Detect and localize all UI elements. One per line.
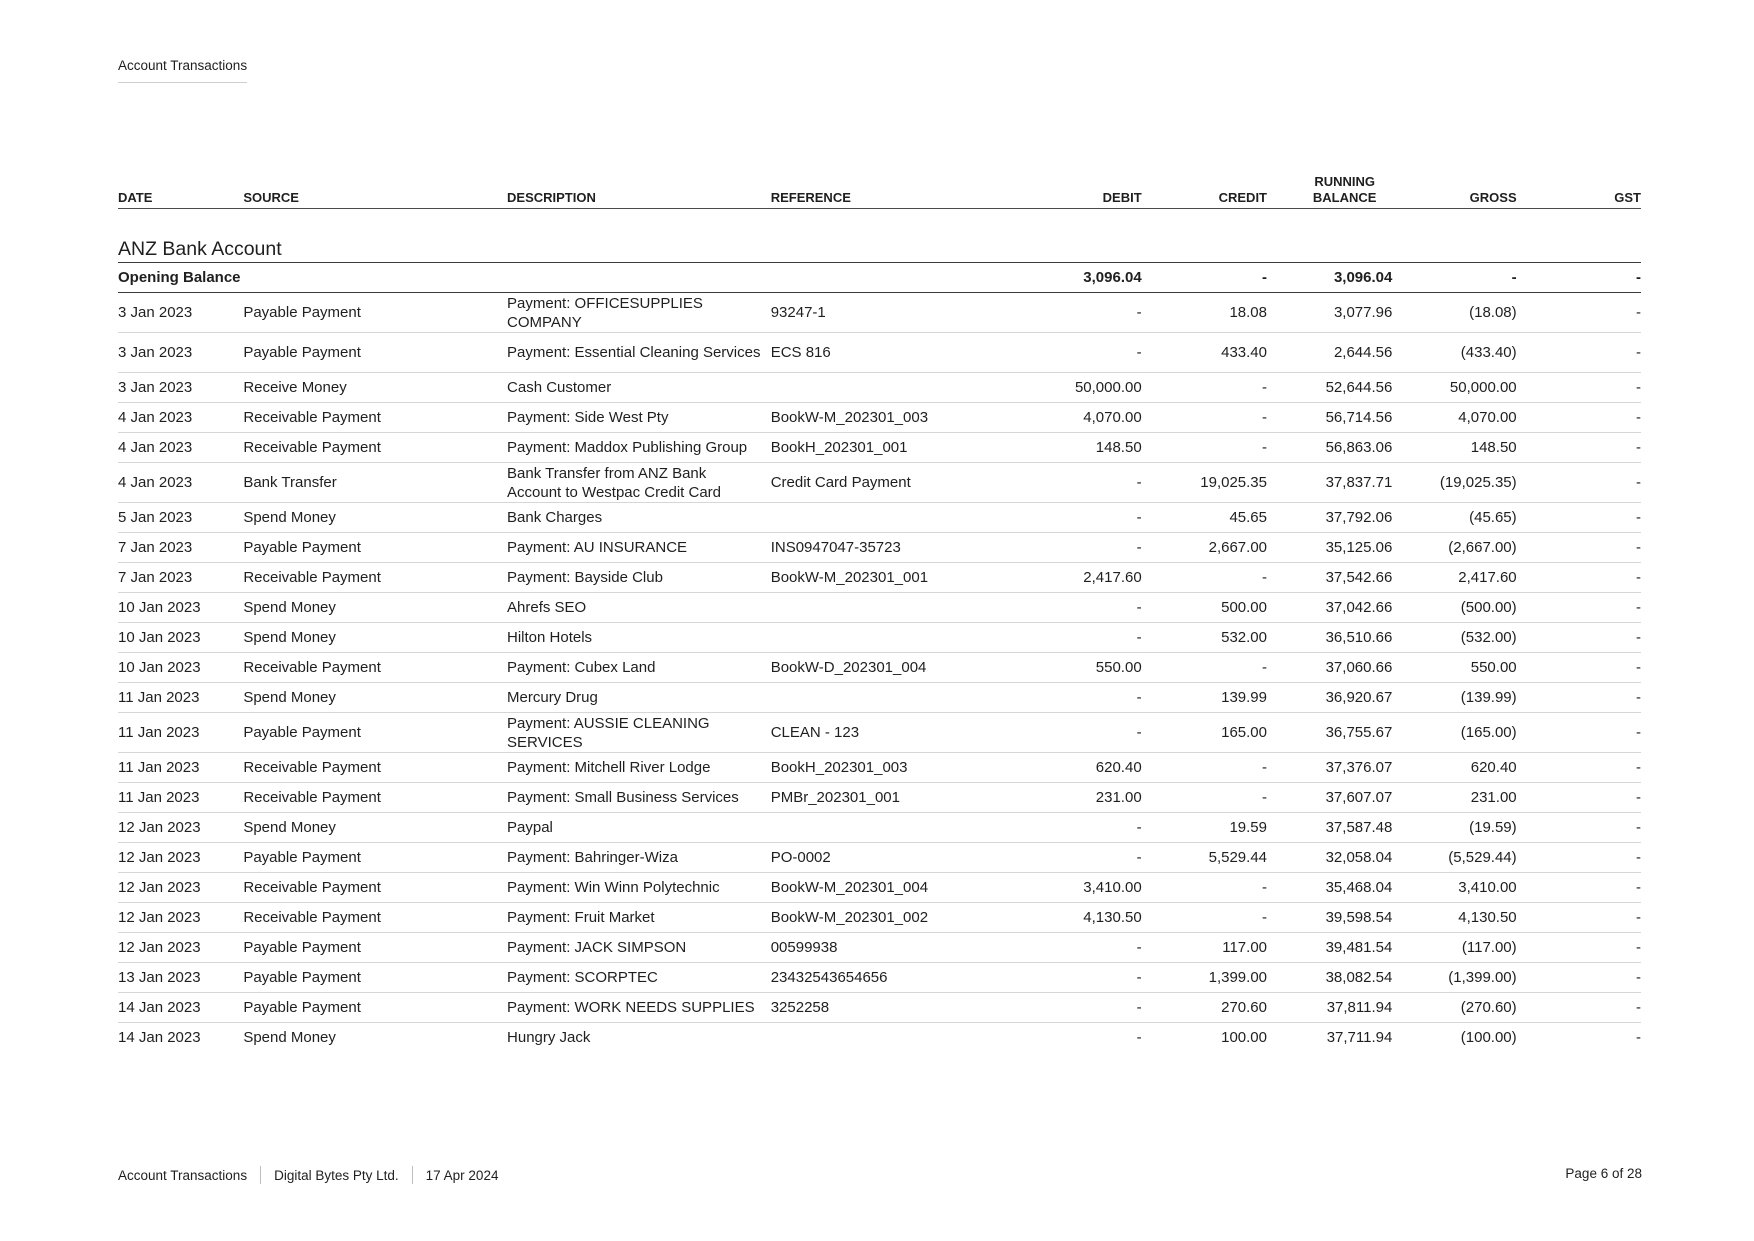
cell-running-balance: 37,587.48 xyxy=(1267,813,1392,843)
table-row xyxy=(118,653,1641,683)
cell-credit: 165.00 xyxy=(1142,713,1267,753)
account-name: ANZ Bank Account xyxy=(118,235,1641,263)
cell-running-balance: 37,060.66 xyxy=(1267,653,1392,683)
cell-description: Payment: WORK NEEDS SUPPLIES xyxy=(507,993,771,1023)
opening-debit: 3,096.04 xyxy=(1015,263,1141,293)
cell-date: 3 Jan 2023 xyxy=(118,293,243,333)
table-row xyxy=(118,843,1641,873)
cell-debit: - xyxy=(1015,713,1141,753)
cell-date: 12 Jan 2023 xyxy=(118,843,243,873)
cell-gst: - xyxy=(1517,933,1641,963)
cell-debit: - xyxy=(1015,593,1141,623)
cell-credit: - xyxy=(1142,753,1267,783)
cell-source: Spend Money xyxy=(243,683,507,713)
cell-date: 5 Jan 2023 xyxy=(118,503,243,533)
opening-gst: - xyxy=(1517,263,1641,293)
cell-debit: 50,000.00 xyxy=(1015,373,1141,403)
cell-running-balance: 37,042.66 xyxy=(1267,593,1392,623)
cell-description: Payment: JACK SIMPSON xyxy=(507,933,771,963)
cell-description: Payment: Bahringer-Wiza xyxy=(507,843,771,873)
cell-reference: PO-0002 xyxy=(771,843,1016,873)
cell-description: Bank Charges xyxy=(507,503,771,533)
cell-running-balance: 37,811.94 xyxy=(1267,993,1392,1023)
cell-date: 3 Jan 2023 xyxy=(118,373,243,403)
cell-debit: - xyxy=(1015,683,1141,713)
cell-credit: 5,529.44 xyxy=(1142,843,1267,873)
cell-source: Receivable Payment xyxy=(243,753,507,783)
cell-gst: - xyxy=(1517,843,1641,873)
cell-source: Payable Payment xyxy=(243,293,507,333)
cell-description: Payment: Essential Cleaning Services xyxy=(507,333,771,373)
cell-description: Paypal xyxy=(507,813,771,843)
cell-gross: 50,000.00 xyxy=(1392,373,1516,403)
cell-credit: 45.65 xyxy=(1142,503,1267,533)
cell-running-balance: 56,863.06 xyxy=(1267,433,1392,463)
running-balance-line1: RUNNING xyxy=(1314,174,1375,189)
column-header-source: SOURCE xyxy=(243,168,507,209)
cell-running-balance: 37,607.07 xyxy=(1267,783,1392,813)
cell-gross: 148.50 xyxy=(1392,433,1516,463)
cell-debit: 231.00 xyxy=(1015,783,1141,813)
cell-date: 3 Jan 2023 xyxy=(118,333,243,373)
cell-date: 13 Jan 2023 xyxy=(118,963,243,993)
cell-source: Payable Payment xyxy=(243,993,507,1023)
cell-date: 12 Jan 2023 xyxy=(118,813,243,843)
cell-reference xyxy=(771,503,1016,533)
table-row xyxy=(118,783,1641,813)
column-header-debit: DEBIT xyxy=(1015,168,1141,209)
cell-gst: - xyxy=(1517,563,1641,593)
cell-debit: - xyxy=(1015,813,1141,843)
cell-description: Payment: Cubex Land xyxy=(507,653,771,683)
report-title: Account Transactions xyxy=(118,58,247,83)
cell-description: Payment: Bayside Club xyxy=(507,563,771,593)
cell-gross: (19,025.35) xyxy=(1392,463,1516,503)
table-header-row xyxy=(118,168,1641,209)
cell-credit: 18.08 xyxy=(1142,293,1267,333)
table-row xyxy=(118,683,1641,713)
cell-running-balance: 32,058.04 xyxy=(1267,843,1392,873)
table-row xyxy=(118,373,1641,403)
table-row xyxy=(118,713,1641,753)
cell-source: Spend Money xyxy=(243,593,507,623)
cell-debit: - xyxy=(1015,333,1141,373)
column-header-reference: REFERENCE xyxy=(771,168,1016,209)
table-row xyxy=(118,293,1641,333)
cell-credit: 139.99 xyxy=(1142,683,1267,713)
cell-running-balance: 56,714.56 xyxy=(1267,403,1392,433)
cell-running-balance: 36,920.67 xyxy=(1267,683,1392,713)
cell-reference xyxy=(771,593,1016,623)
cell-reference: 93247-1 xyxy=(771,293,1016,333)
cell-reference: BookH_202301_003 xyxy=(771,753,1016,783)
cell-description: Cash Customer xyxy=(507,373,771,403)
cell-gst: - xyxy=(1517,783,1641,813)
cell-reference: 00599938 xyxy=(771,933,1016,963)
cell-gst: - xyxy=(1517,653,1641,683)
cell-reference: PMBr_202301_001 xyxy=(771,783,1016,813)
cell-source: Spend Money xyxy=(243,503,507,533)
footer-company: Digital Bytes Pty Ltd. xyxy=(274,1167,399,1183)
table-row xyxy=(118,993,1641,1023)
footer-date: 17 Apr 2024 xyxy=(425,1167,499,1183)
cell-source: Payable Payment xyxy=(243,843,507,873)
cell-gross: (2,667.00) xyxy=(1392,533,1516,563)
cell-gross: (100.00) xyxy=(1460,1029,1517,1046)
table-row xyxy=(118,753,1641,783)
cell-gross: 620.40 xyxy=(1392,753,1516,783)
cell-gst: - xyxy=(1517,593,1641,623)
cell-gross: 4,130.50 xyxy=(1392,903,1516,933)
cell-debit: 4,070.00 xyxy=(1015,403,1141,433)
table-row xyxy=(118,1023,1641,1053)
cell-description: Hilton Hotels xyxy=(507,623,771,653)
cell-date: 12 Jan 2023 xyxy=(118,873,243,903)
cell-date: 10 Jan 2023 xyxy=(118,593,243,623)
cell-debit: - xyxy=(1015,623,1141,653)
column-header-running-balance xyxy=(1267,168,1392,209)
cell-gst: - xyxy=(1517,293,1641,333)
cell-debit: - xyxy=(1015,993,1141,1023)
table-row xyxy=(118,963,1641,993)
cell-source: Receivable Payment xyxy=(243,653,507,683)
cell-credit: 19,025.35 xyxy=(1142,463,1267,503)
cell-running-balance: 52,644.56 xyxy=(1267,373,1392,403)
cell-source: Bank Transfer xyxy=(243,463,507,503)
cell-running-balance: 37,542.66 xyxy=(1267,563,1392,593)
footer-divider xyxy=(260,1166,261,1184)
cell-description: Payment: Side West Pty xyxy=(507,403,771,433)
cell-debit: 4,130.50 xyxy=(1015,903,1141,933)
cell-gst: - xyxy=(1517,993,1641,1023)
running-balance-line2: BALANCE xyxy=(1312,190,1377,205)
table-row xyxy=(118,593,1641,623)
cell-reference: BookW-M_202301_001 xyxy=(771,563,1016,593)
cell-description: Payment: Mitchell River Lodge xyxy=(507,753,771,783)
cell-date: 10 Jan 2023 xyxy=(118,623,243,653)
cell-gross: 550.00 xyxy=(1392,653,1516,683)
cell-gst: - xyxy=(1517,503,1641,533)
cell-running-balance: 37,837.71 xyxy=(1267,463,1392,503)
cell-gst: - xyxy=(1517,873,1641,903)
cell-reference: Credit Card Payment xyxy=(771,463,1016,503)
cell-reference xyxy=(771,373,1016,403)
cell-running-balance: 37,792.06 xyxy=(1267,503,1392,533)
cell-credit: 532.00 xyxy=(1142,623,1267,653)
cell-gross: 3,410.00 xyxy=(1392,873,1516,903)
cell-source: Receive Money xyxy=(243,373,507,403)
cell-source: Receivable Payment xyxy=(243,403,507,433)
cell-description: Mercury Drug xyxy=(507,683,771,713)
cell-gross: (45.65) xyxy=(1392,503,1516,533)
cell-reference xyxy=(771,623,1016,653)
cell-gst: - xyxy=(1517,713,1641,753)
cell-reference: BookW-D_202301_004 xyxy=(771,653,1016,683)
cell-source: Spend Money xyxy=(243,1029,336,1046)
cell-date: 11 Jan 2023 xyxy=(118,713,243,753)
cell-gross: (117.00) xyxy=(1392,933,1516,963)
column-header-date: DATE xyxy=(118,168,243,209)
spacer-row xyxy=(118,209,1641,236)
cell-gst: - xyxy=(1517,403,1641,433)
cell-source: Receivable Payment xyxy=(243,873,507,903)
cell-source: Spend Money xyxy=(243,623,507,653)
cell-credit: - xyxy=(1142,563,1267,593)
cell-gst: - xyxy=(1517,433,1641,463)
table-row xyxy=(118,463,1641,503)
cell-running-balance: 39,481.54 xyxy=(1267,933,1392,963)
cell-debit: - xyxy=(1015,843,1141,873)
cell-description: Payment: SCORPTEC xyxy=(507,963,771,993)
cell-source: Payable Payment xyxy=(243,713,507,753)
cell-description: Payment: Small Business Services xyxy=(507,783,771,813)
table-row xyxy=(118,903,1641,933)
cell-running-balance: 37,711.94 xyxy=(1326,1029,1393,1046)
cell-running-balance: 39,598.54 xyxy=(1267,903,1392,933)
column-header-gross: GROSS xyxy=(1392,168,1516,209)
cell-gross: (532.00) xyxy=(1392,623,1516,653)
cell-running-balance: 37,376.07 xyxy=(1267,753,1392,783)
cell-gst: - xyxy=(1517,463,1641,503)
cell-debit: 3,410.00 xyxy=(1015,873,1141,903)
cell-reference xyxy=(771,683,1016,713)
cell-description: Hungry Jack xyxy=(507,1029,591,1046)
cell-running-balance: 38,082.54 xyxy=(1267,963,1392,993)
cell-debit: 2,417.60 xyxy=(1015,563,1141,593)
cell-gst: - xyxy=(1517,753,1641,783)
cell-debit: - xyxy=(1015,503,1141,533)
cell-date: 4 Jan 2023 xyxy=(118,433,243,463)
cell-gross: 231.00 xyxy=(1392,783,1516,813)
cell-description: Payment: AU INSURANCE xyxy=(507,533,771,563)
cell-source: Receivable Payment xyxy=(243,903,507,933)
table-row xyxy=(118,333,1641,373)
opening-balance-label: Opening Balance xyxy=(118,263,1015,293)
cell-credit: - xyxy=(1142,433,1267,463)
cell-date: 11 Jan 2023 xyxy=(118,683,243,713)
cell-credit: - xyxy=(1142,373,1267,403)
cell-credit: - xyxy=(1142,903,1267,933)
footer xyxy=(118,1166,498,1184)
cell-running-balance: 35,125.06 xyxy=(1267,533,1392,563)
cell-reference: BookH_202301_001 xyxy=(771,433,1016,463)
cell-reference: ECS 816 xyxy=(771,333,1016,373)
cell-debit: 148.50 xyxy=(1015,433,1141,463)
cell-date: 7 Jan 2023 xyxy=(118,533,243,563)
cell-date: 11 Jan 2023 xyxy=(118,753,243,783)
cell-running-balance: 35,468.04 xyxy=(1267,873,1392,903)
cell-date: 10 Jan 2023 xyxy=(118,653,243,683)
table-row xyxy=(118,503,1641,533)
table-row xyxy=(118,623,1641,653)
cell-description: Payment: OFFICESUPPLIES COMPANY xyxy=(507,293,771,333)
cell-gross: (270.60) xyxy=(1392,993,1516,1023)
cell-source: Payable Payment xyxy=(243,963,507,993)
opening-balance-row xyxy=(118,263,1641,293)
cell-reference: CLEAN - 123 xyxy=(771,713,1016,753)
cell-reference: 3252258 xyxy=(771,993,1016,1023)
opening-gross: - xyxy=(1392,263,1516,293)
cell-gst: - xyxy=(1517,333,1641,373)
column-header-credit: CREDIT xyxy=(1142,168,1267,209)
table-row xyxy=(118,813,1641,843)
cell-description: Ahrefs SEO xyxy=(507,593,771,623)
cell-gross: (5,529.44) xyxy=(1392,843,1516,873)
cell-gross: (19.59) xyxy=(1392,813,1516,843)
cell-source: Receivable Payment xyxy=(243,433,507,463)
cell-gross: (500.00) xyxy=(1392,593,1516,623)
cell-description: Payment: Fruit Market xyxy=(507,903,771,933)
cell-running-balance: 36,755.67 xyxy=(1267,713,1392,753)
cell-date: 4 Jan 2023 xyxy=(118,463,243,503)
cell-date: 12 Jan 2023 xyxy=(118,903,243,933)
footer-divider xyxy=(412,1166,413,1184)
cell-source: Payable Payment xyxy=(243,933,507,963)
cell-credit: 117.00 xyxy=(1142,933,1267,963)
cell-description: Payment: Maddox Publishing Group xyxy=(507,433,771,463)
table-row xyxy=(118,873,1641,903)
cell-reference xyxy=(771,813,1016,843)
cell-date: 14 Jan 2023 xyxy=(118,993,243,1023)
cell-gross: (433.40) xyxy=(1392,333,1516,373)
cell-running-balance: 2,644.56 xyxy=(1267,333,1392,373)
cell-debit: - xyxy=(1015,933,1141,963)
cell-date: 12 Jan 2023 xyxy=(118,933,243,963)
table-row xyxy=(118,403,1641,433)
cell-source: Payable Payment xyxy=(243,533,507,563)
column-header-description: DESCRIPTION xyxy=(507,168,771,209)
cell-running-balance: 3,077.96 xyxy=(1267,293,1392,333)
column-header-gst: GST xyxy=(1517,168,1641,209)
cell-credit: 1,399.00 xyxy=(1142,963,1267,993)
cell-source: Payable Payment xyxy=(243,333,507,373)
cell-gst: - xyxy=(1517,963,1641,993)
cell-credit: 19.59 xyxy=(1142,813,1267,843)
cell-source: Receivable Payment xyxy=(243,783,507,813)
cell-credit: 100.00 xyxy=(1221,1029,1267,1046)
page-number: Page 6 of 28 xyxy=(1565,1166,1642,1181)
cell-gst: - xyxy=(1517,683,1641,713)
cell-gst: - xyxy=(1517,903,1641,933)
cell-gst: - xyxy=(1517,813,1641,843)
cell-gst: - xyxy=(1517,623,1641,653)
cell-description: Bank Transfer from ANZ Bank Account to Westpac Credit Card xyxy=(507,463,771,503)
cell-debit: - xyxy=(1015,463,1141,503)
cell-source: Receivable Payment xyxy=(243,563,507,593)
cell-debit: - xyxy=(1015,963,1141,993)
cell-credit: - xyxy=(1142,873,1267,903)
table-row xyxy=(118,533,1641,563)
cell-reference: BookW-M_202301_002 xyxy=(771,903,1016,933)
cell-reference: 23432543654656 xyxy=(771,963,1016,993)
cell-gross: 2,417.60 xyxy=(1392,563,1516,593)
cell-gross: (139.99) xyxy=(1392,683,1516,713)
cell-credit: - xyxy=(1142,403,1267,433)
opening-credit: - xyxy=(1142,263,1267,293)
cell-gst: - xyxy=(1636,1029,1641,1046)
cell-source: Spend Money xyxy=(243,813,507,843)
cell-reference xyxy=(771,1023,1016,1053)
cell-gross: 4,070.00 xyxy=(1392,403,1516,433)
cell-reference: BookW-M_202301_004 xyxy=(771,873,1016,903)
cell-gst: - xyxy=(1517,373,1641,403)
footer-report-name: Account Transactions xyxy=(118,1167,248,1183)
cell-reference: BookW-M_202301_003 xyxy=(771,403,1016,433)
cell-date: 4 Jan 2023 xyxy=(118,403,243,433)
cell-debit: - xyxy=(1136,1029,1142,1046)
cell-credit: - xyxy=(1142,653,1267,683)
cell-date: 14 Jan 2023 xyxy=(118,1029,201,1046)
cell-credit: 500.00 xyxy=(1142,593,1267,623)
cell-running-balance: 36,510.66 xyxy=(1267,623,1392,653)
table-row xyxy=(118,563,1641,593)
cell-debit: - xyxy=(1015,533,1141,563)
cell-credit: 270.60 xyxy=(1142,993,1267,1023)
cell-gross: (165.00) xyxy=(1392,713,1516,753)
cell-credit: - xyxy=(1142,783,1267,813)
cell-description: Payment: Win Winn Polytechnic xyxy=(507,873,771,903)
cell-gross: (18.08) xyxy=(1392,293,1516,333)
transactions-table xyxy=(118,168,1641,1052)
cell-gst: - xyxy=(1517,533,1641,563)
table-row xyxy=(118,933,1641,963)
cell-debit: 620.40 xyxy=(1015,753,1141,783)
cell-reference: INS0947047-35723 xyxy=(771,533,1016,563)
cell-description: Payment: AUSSIE CLEANING SERVICES xyxy=(507,713,771,753)
cell-debit: 550.00 xyxy=(1015,653,1141,683)
opening-running: 3,096.04 xyxy=(1267,263,1392,293)
cell-gross: (1,399.00) xyxy=(1392,963,1516,993)
account-section-heading xyxy=(118,235,1641,263)
cell-credit: 2,667.00 xyxy=(1142,533,1267,563)
cell-debit: - xyxy=(1015,293,1141,333)
cell-date: 11 Jan 2023 xyxy=(118,783,243,813)
cell-date: 7 Jan 2023 xyxy=(118,563,243,593)
table-row xyxy=(118,433,1641,463)
cell-credit: 433.40 xyxy=(1142,333,1267,373)
